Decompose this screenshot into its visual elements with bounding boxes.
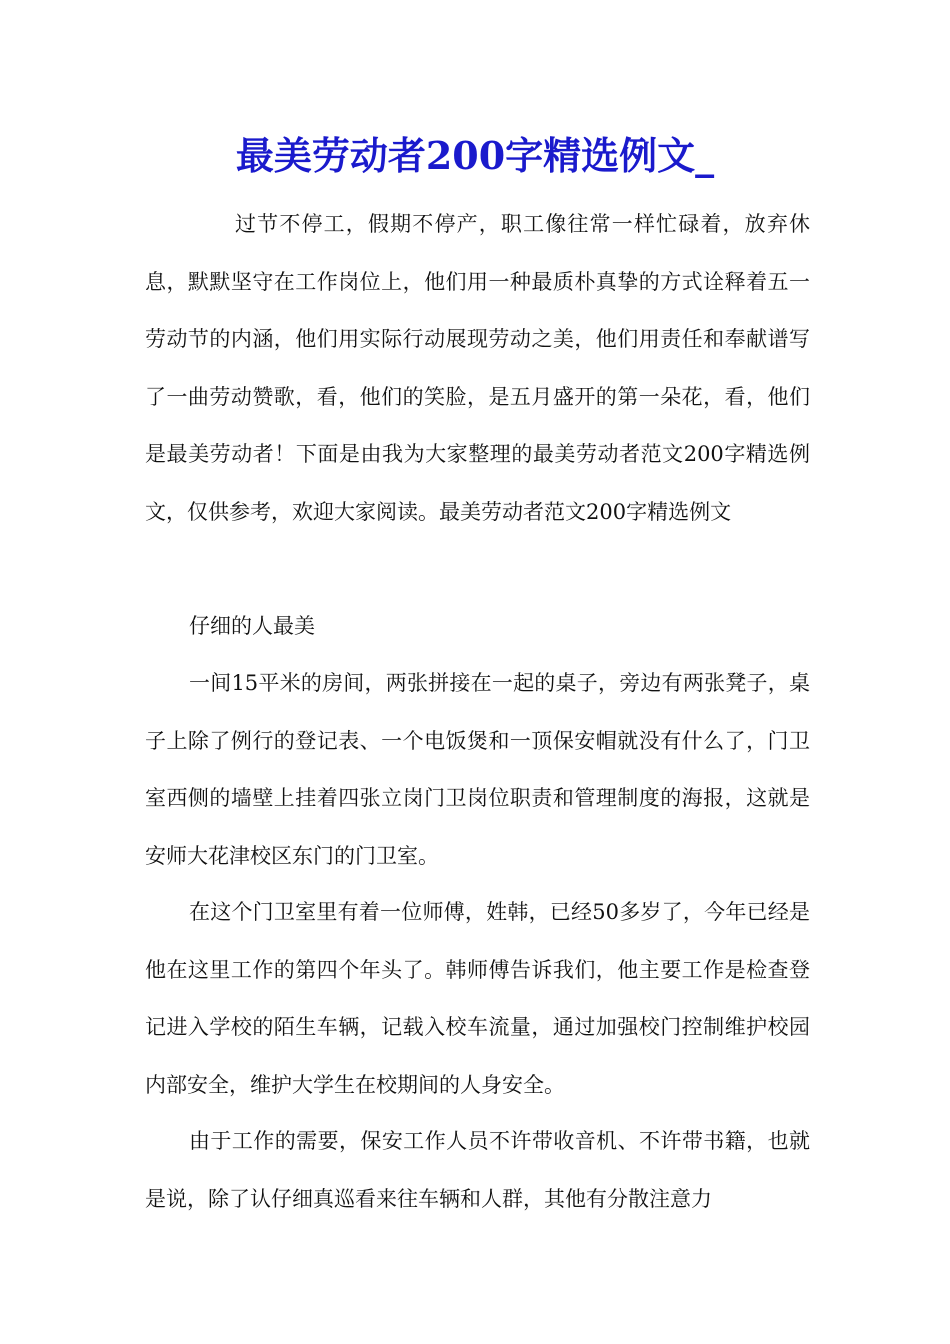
paragraph-room: 一间15平米的房间，两张拼接在一起的桌子，旁边有两张凳子，桌子上除了例行的登记表、一个电饭煲和一顶保安帽就没有什么了，门卫室西侧的墙壁上挂着四张立岗门卫岗位职责和管理制度的海报，这就是安师大花津校区东门的门卫室。 [145, 671, 810, 868]
document-title: 最美劳动者200字精选例文_ [235, 133, 715, 178]
paragraph-guard: 在这个门卫室里有着一位师傅，姓韩，已经50多岁了，今年已经是他在这里工作的第四个年头了。韩师傅告诉我们，他主要工作是检查登记进入学校的陌生车辆，记载入校车流量，通过加强校门控制维护校园内部安全，维护大学生在校期间的人身安全。 [145, 900, 810, 1097]
paragraph-intro: 过节不停工，假期不停产，职工像往常一样忙碌着，放弃休息，默默坚守在工作岗位上，他们用一种最质朴真挚的方式诠释着五一劳动节的内涵，他们用实际行动展现劳动之美，他们用责任和奉献谱写了一曲劳动赞歌，看，他们的笑脸，是五月盛开的第一朵花，看，他们是最美劳动者！下面是由我为大家整理的最美劳动者范文200字精选例文，仅供参考，欢迎大家阅读。最美劳动者范文200字精选例文 [145, 212, 810, 524]
paragraph-heading: 仔细的人最美 [189, 614, 315, 638]
paragraph-rules: 由于工作的需要，保安工作人员不许带收音机、不许带书籍，也就是说，除了认仔细真巡看来往车辆和人群，其他有分散注意力 [145, 1129, 810, 1211]
